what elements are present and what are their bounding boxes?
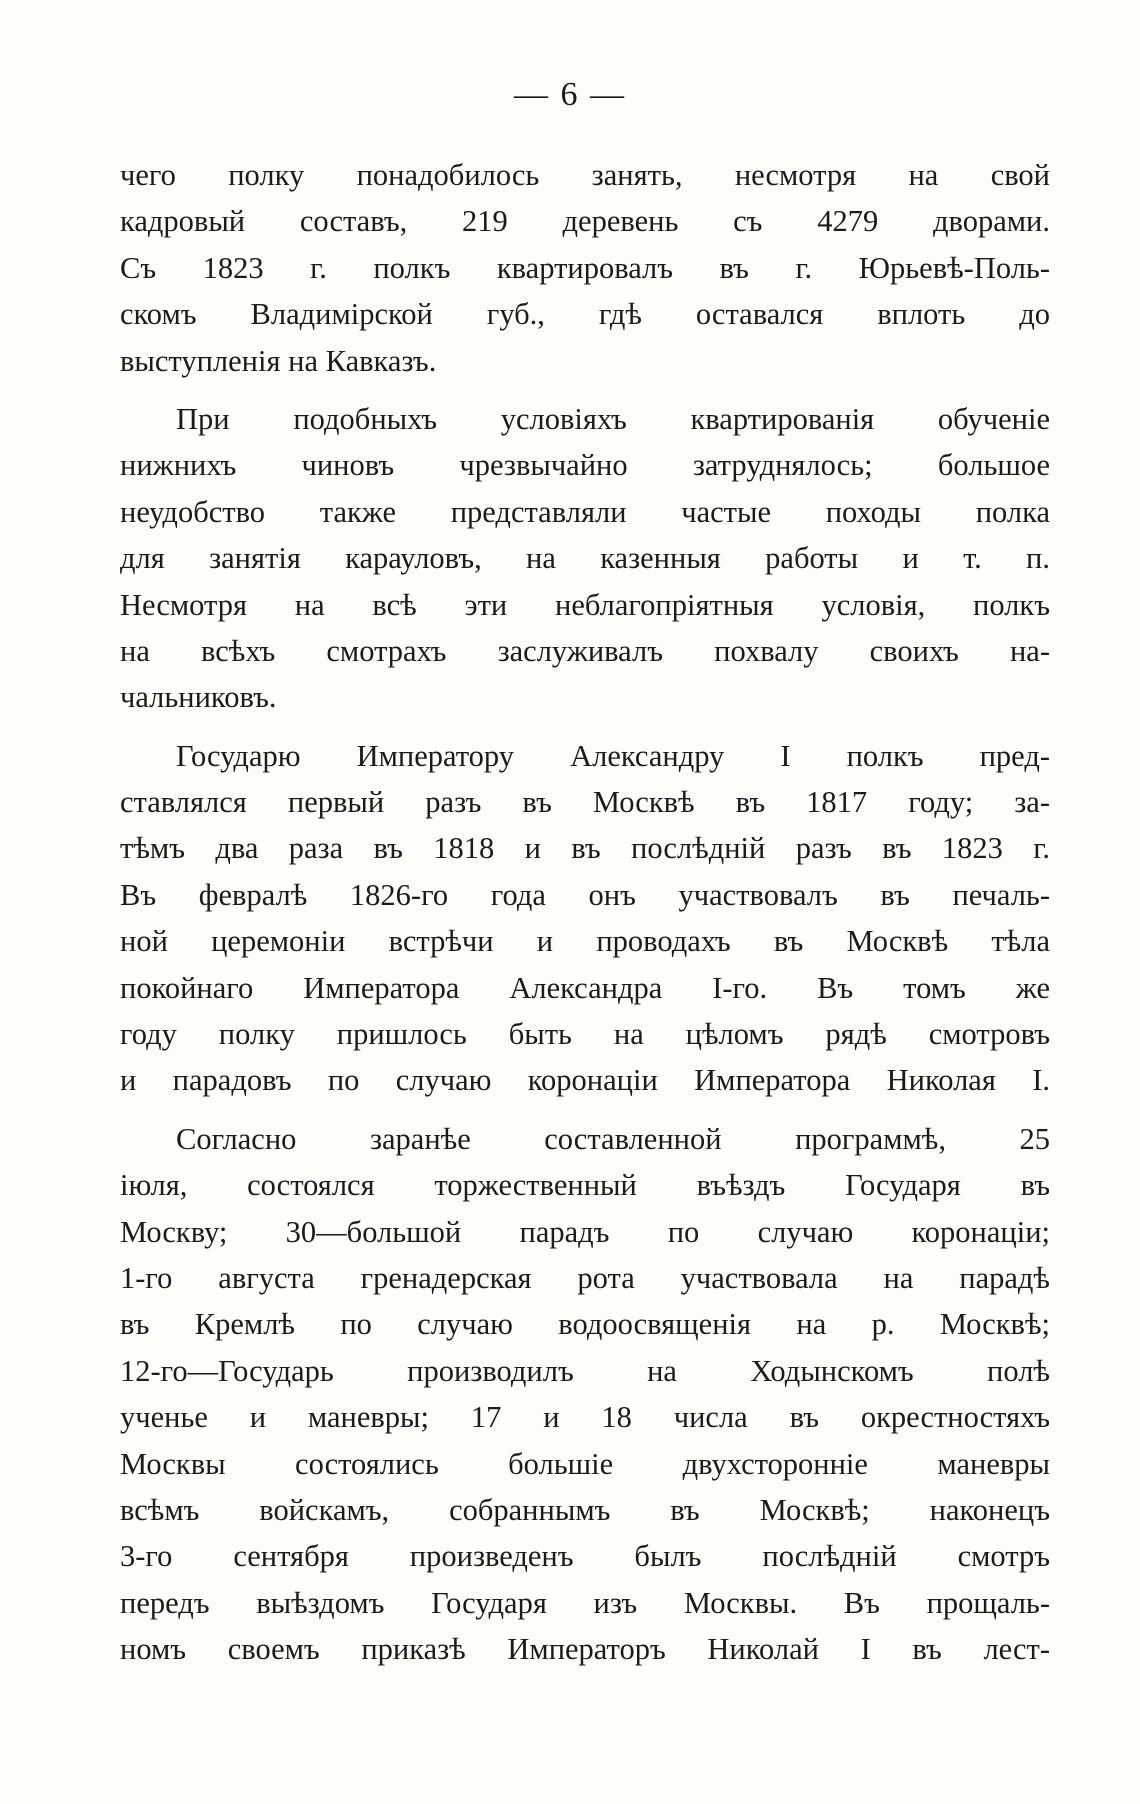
text-line: кадровый составъ, 219 деревень съ 4279 дворами. <box>120 204 1050 239</box>
text-line: выступленія на Кавказъ. <box>120 343 437 378</box>
text-line: Москвы состоялись большіе двухсторонніе маневры <box>120 1446 1050 1481</box>
text-line: ставлялся первый разъ въ Москвѣ въ 1817 году; за- <box>120 785 1050 820</box>
text-line: нижнихъ чиновъ чрезвычайно затруднялось; большое <box>120 448 1050 483</box>
paragraph-4 <box>120 1116 1050 1673</box>
text-line: 1-го августа гренадерская рота участвовала на парадѣ <box>120 1260 1050 1295</box>
text-line: Согласно заранѣе составленной программѣ, 25 <box>176 1121 1050 1156</box>
text-line: чальниковъ. <box>120 680 277 715</box>
text-line: іюля, состоялся торжественный въѣздъ Государя въ <box>120 1168 1050 1203</box>
text-line: Государю Императору Александру I полкъ пред- <box>176 738 1050 773</box>
text-line: Несмотря на всѣ эти неблагопріятныя условія, полкъ <box>120 587 1050 622</box>
text-line: и парадовъ по случаю коронаціи Императора Николая I. <box>120 1063 1050 1098</box>
text-line: При подобныхъ условіяхъ квартированія обученіе <box>176 401 1050 436</box>
page-number: — 6 — <box>514 76 626 113</box>
text-line: ной церемоніи встрѣчи и проводахъ въ Москвѣ тѣла <box>120 924 1050 959</box>
text-line: покойнаго Императора Александра I-го. Въ томъ же <box>120 970 1050 1005</box>
text-line: Съ 1823 г. полкъ квартировалъ въ г. Юрьевѣ-Поль- <box>120 250 1050 285</box>
paragraph-2 <box>120 396 1050 721</box>
paragraph-3 <box>120 733 1050 1104</box>
text-line: тѣмъ два раза въ 1818 и въ послѣдній разъ въ 1823 г. <box>120 831 1050 866</box>
text-line: 3-го сентября произведенъ былъ послѣдній смотръ <box>120 1539 1050 1574</box>
text-line: Въ февралѣ 1826-го года онъ участвовалъ въ печаль- <box>120 877 1050 912</box>
text-line: для занятія карауловъ, на казенныя работы и т. п. <box>120 541 1050 576</box>
text-line: Москву; 30—большой парадъ по случаю коронаціи; <box>120 1214 1050 1249</box>
text-line: номъ своемъ приказѣ Императоръ Николай I въ лест- <box>120 1632 1050 1667</box>
text-line: скомъ Владимірской губ., гдѣ оставался вплоть до <box>120 297 1050 332</box>
text-line: чего полку понадобилось занять, несмотря на свой <box>120 158 1050 192</box>
text-line: неудобство также представляли частые походы полка <box>120 494 1050 529</box>
text-line: на всѣхъ смотрахъ заслуживалъ похвалу своихъ на- <box>120 633 1050 668</box>
text-line: передъ выѣздомъ Государя изъ Москвы. Въ прощаль- <box>120 1585 1050 1620</box>
text-line: ученье и маневры; 17 и 18 числа въ окрестностяхъ <box>120 1400 1050 1435</box>
text-line: всѣмъ войскамъ, собраннымъ въ Москвѣ; наконецъ <box>120 1492 1050 1527</box>
paragraph-1 <box>120 152 1050 384</box>
text-line: году полку пришлось быть на цѣломъ рядѣ смотровъ <box>120 1017 1050 1052</box>
text-line: 12-го—Государь производилъ на Ходынскомъ полѣ <box>120 1353 1050 1388</box>
body-text <box>120 152 1050 1685</box>
text-line: въ Кремлѣ по случаю водоосвященія на р. Москвѣ; <box>120 1307 1050 1342</box>
